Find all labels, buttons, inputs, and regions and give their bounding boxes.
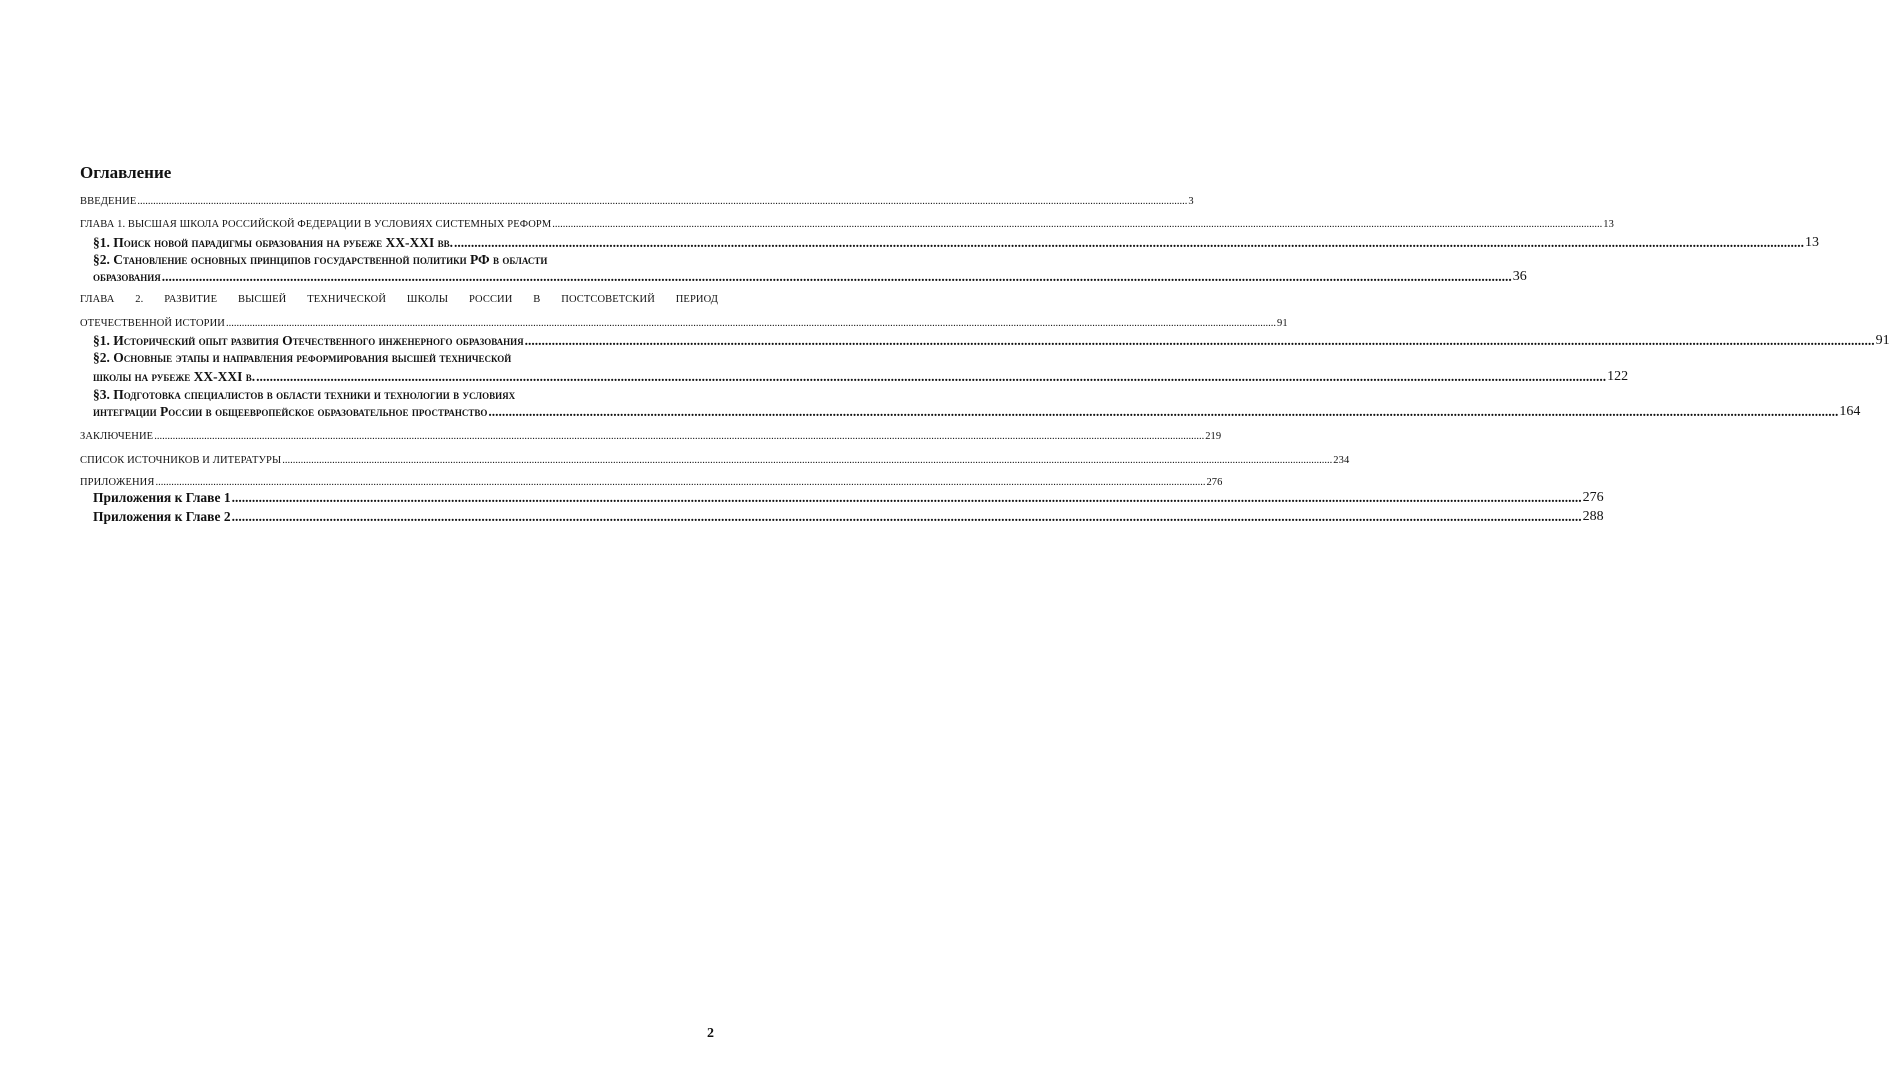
toc-entry-page: 3 [1188,196,1194,207]
toc-entry-page: 91 [1277,318,1288,329]
toc-entry-ch1-section-2 [93,269,1527,285]
toc-entry-intro [80,196,1194,207]
toc-entry-ch1-section-2-line1: §2. Становление основных принципов государственной политики РФ в области [93,252,548,267]
toc-entry-page: 122 [1607,369,1629,384]
toc-entry-appendix-ch2 [93,509,1604,525]
toc-entry-page: 13 [1805,235,1820,250]
toc-entry-ch1-section-1 [93,235,1820,251]
toc-entry-ch2-section-3 [93,404,1861,420]
toc-leader-dots: ................................................................................................................................................................................................................................................................................................................................................................................................................ [231,509,1582,524]
toc-leader-dots: ................................................................................................................................................................................................................................................................................................................................................................................................................ [161,269,1512,284]
toc-entry-page: 164 [1839,404,1861,419]
toc-entry-page: 219 [1205,431,1222,442]
toc-entry-page: 276 [1206,477,1223,488]
toc-entry-ch2-section-2 [93,369,1629,385]
toc-leader-dots: ................................................................................................................................................................................................................................................................................................................................................................................................................ [282,455,1333,466]
toc-leader-dots: ................................................................................................................................................................................................................................................................................................................................................................................................................ [454,235,1805,250]
toc-leader-dots: ................................................................................................................................................................................................................................................................................................................................................................................................................ [256,369,1607,384]
toc-entry-text: школы на рубеже XX-XXI в. [93,369,256,384]
toc-entry-page: 36 [1512,269,1527,284]
toc-entry-text: образования [93,269,161,284]
toc-entry-ch2-section-3-line1: §3. Подготовка специалистов в области техники и технологии в условиях [93,387,516,402]
toc-leader-dots: ................................................................................................................................................................................................................................................................................................................................................................................................................ [137,196,1188,207]
toc-entry-text: §1. Поиск новой парадигмы образования на рубеже XX-XXI вв. [93,235,454,250]
toc-entry-text: ЗАКЛЮЧЕНИЕ [80,431,154,442]
toc-leader-dots: ................................................................................................................................................................................................................................................................................................................................................................................................................ [226,318,1276,329]
toc-entry-appendix-ch1 [93,490,1604,506]
toc-entry-page: 288 [1582,509,1604,524]
toc-leader-dots: ................................................................................................................................................................................................................................................................................................................................................................................................................ [155,477,1206,488]
toc-leader-dots: ................................................................................................................................................................................................................................................................................................................................................................................................................ [154,431,1205,442]
toc-entry-page: 91 [1875,333,1890,348]
toc-leader-dots: ................................................................................................................................................................................................................................................................................................................................................................................................................ [231,490,1582,505]
toc-title: Оглавление [80,163,172,182]
toc-entry-text: СПИСОК ИСТОЧНИКОВ И ЛИТЕРАТУРЫ [80,455,282,466]
toc-entry-page: 234 [1333,455,1350,466]
toc-leader-dots: ................................................................................................................................................................................................................................................................................................................................................................................................................ [552,219,1603,230]
toc-entry-text: Приложения к Главе 2 [93,509,231,524]
toc-leader-dots: ................................................................................................................................................................................................................................................................................................................................................................................................................ [524,333,1875,348]
toc-entry-conclusion [80,431,1222,442]
toc-entry-chapter-1 [80,219,1614,230]
toc-entry-text: ВВЕДЕНИЕ [80,196,137,207]
toc-entry-chapter-2-line1: ГЛАВА 2. РАЗВИТИЕ ВЫСШЕЙ ТЕХНИЧЕСКОЙ ШКОЛЫ РОССИИ В ПОСТСОВЕТСКИЙ ПЕРИОД [80,294,718,305]
toc-entry-text: ОТЕЧЕСТВЕННОЙ ИСТОРИИ [80,318,225,329]
toc-entry-text: ГЛАВА 1. ВЫСШАЯ ШКОЛА РОССИЙСКОЙ ФЕДЕРАЦИИ В УСЛОВИЯХ СИСТЕМНЫХ РЕФОРМ [80,219,552,230]
toc-entry-ch2-section-2-line1: §2. Основные этапы и направления реформирования высшей технической [93,350,512,365]
toc-entry-page: 13 [1603,219,1614,230]
toc-entry-page: 276 [1582,490,1604,505]
toc-entry-text: §1. Исторический опыт развития Отечественного инженерного образования [93,333,524,348]
toc-entry-text: ПРИЛОЖЕНИЯ [80,477,155,488]
toc-entry-chapter-2 [80,318,1288,329]
page-number: 2 [707,1026,714,1041]
toc-entry-text: Приложения к Главе 1 [93,490,231,505]
toc-entry-ch2-section-1 [93,333,1890,349]
toc-entry-sources [80,455,1350,466]
toc-leader-dots: ................................................................................................................................................................................................................................................................................................................................................................................................................ [488,404,1839,419]
toc-entry-text: интеграции России в общеевропейское образовательное пространство [93,404,488,419]
toc-entry-appendices [80,477,1223,488]
